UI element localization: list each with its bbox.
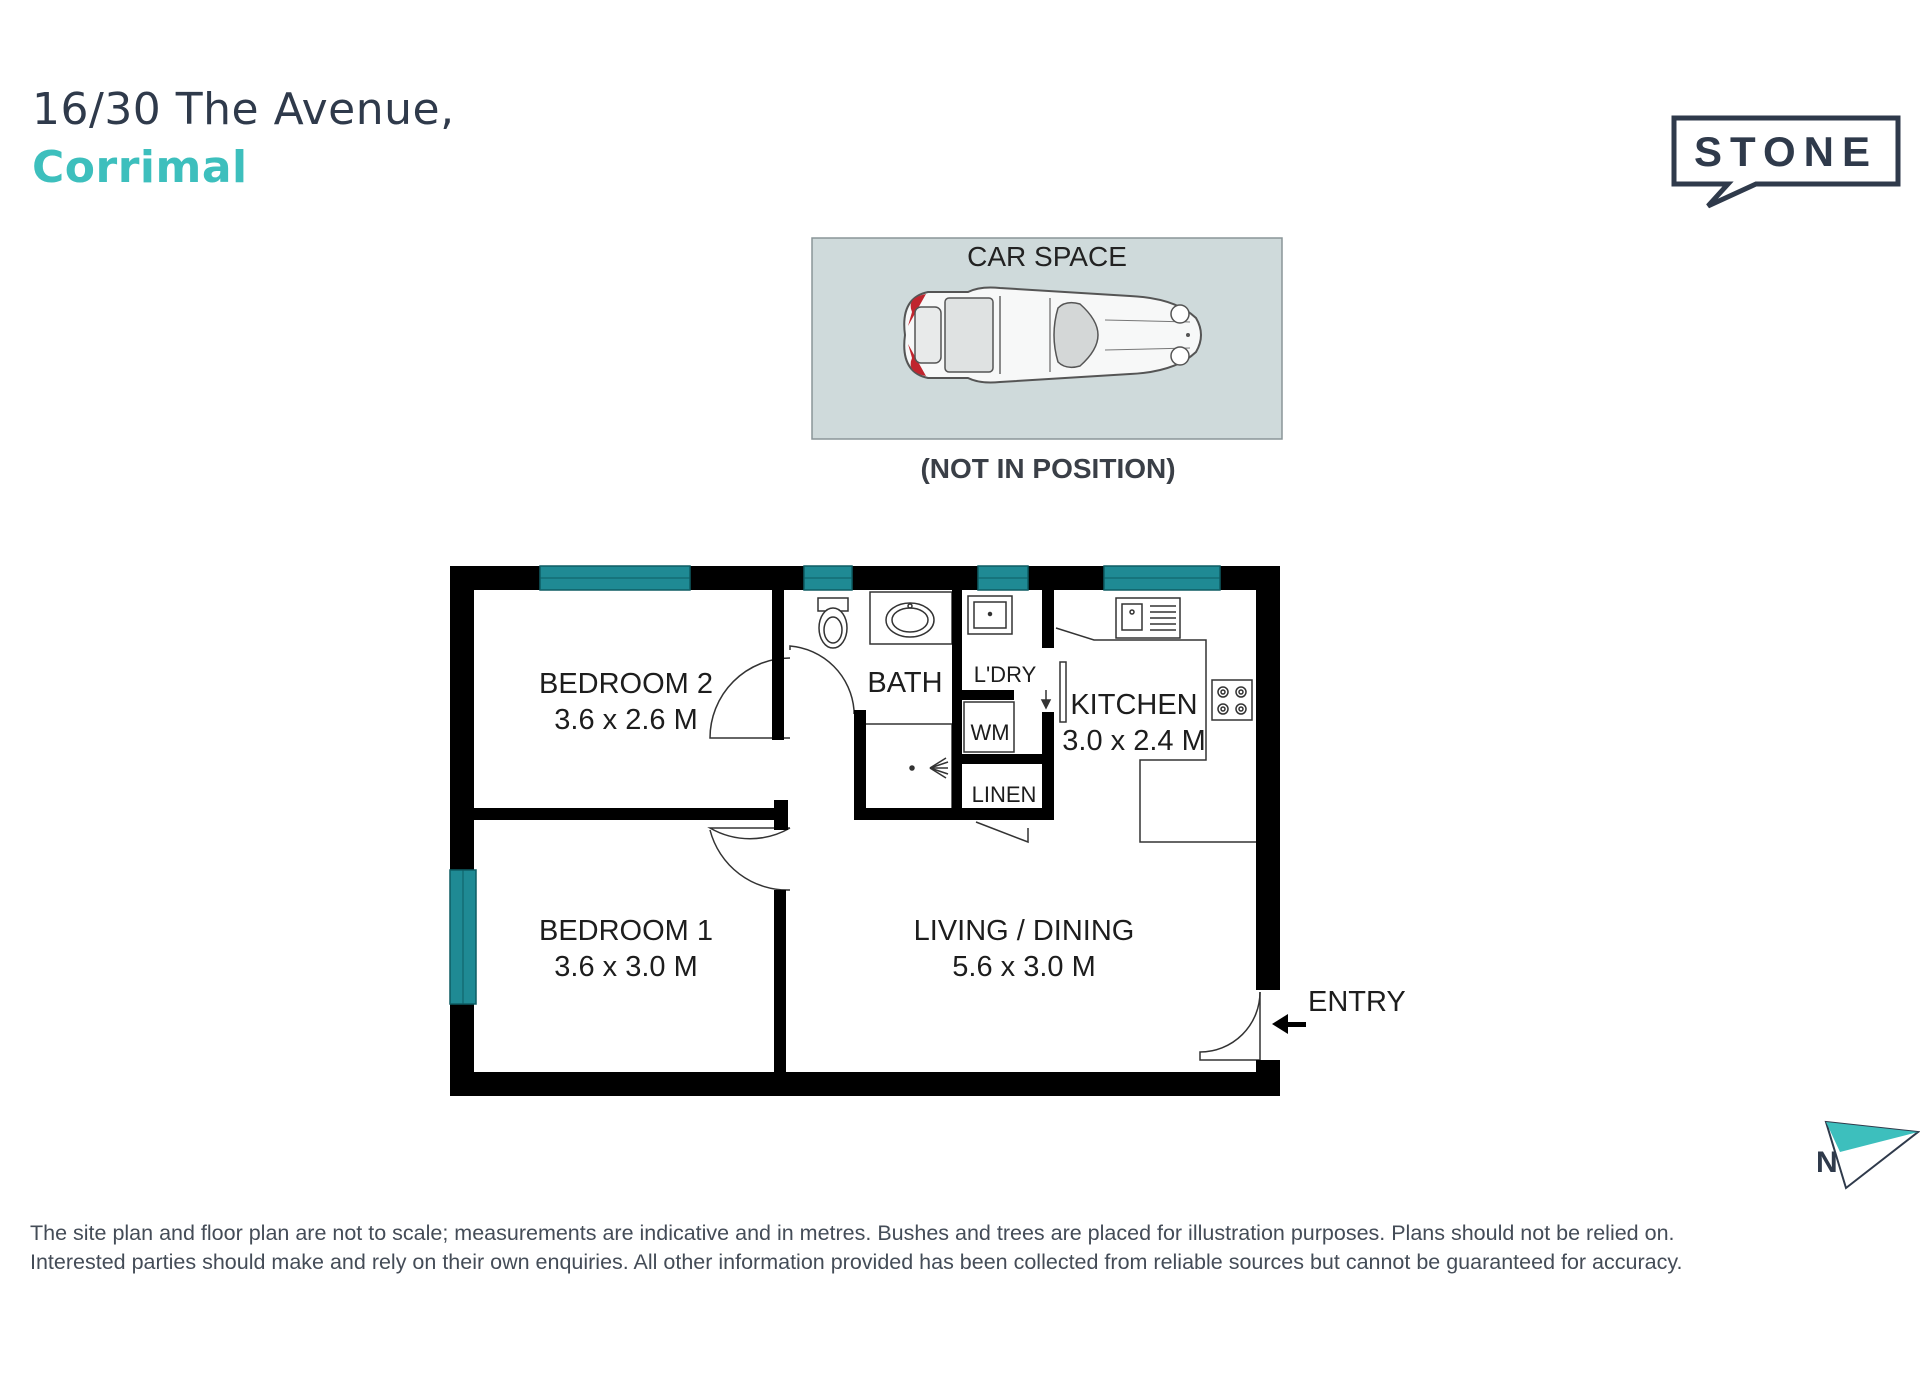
car-space [812,238,1282,439]
cooktop-icon [1212,680,1252,720]
bedroom2-label: BEDROOM 2 [538,668,714,700]
laundry-tub-icon [968,596,1012,634]
wall-bottom [450,1072,1280,1096]
wall-bath-bottom [854,808,1054,820]
wm-label: WM [970,720,1010,745]
laundry-arrow-head [1042,700,1050,708]
bedroom1-label: BEDROOM 1 [538,915,714,947]
bedroom2-size: 3.6 x 2.6 M [554,704,698,736]
linen-door [976,822,1028,842]
laundry-slider-door [1060,662,1066,722]
address-suburb: Corrimal [32,142,248,193]
entry-arrow-icon [1272,1014,1306,1034]
entry-door-swing [1200,992,1260,1060]
bath-door-swing [790,646,854,714]
wall-bed1-right [774,890,786,1072]
laundry-label: L'DRY [973,662,1037,687]
kitchen-label: KITCHEN [1070,689,1198,721]
disclaimer-line-2: Interested parties should make and rely on their own enquiries. All other information provided has been collected from reliable sources but cannot be guaranteed for accuracy. [30,1250,1683,1274]
entry-label: ENTRY [1308,986,1406,1018]
disclaimer-line-1: The site plan and floor plan are not to scale; measurements are indicative and in metres. Bushes and trees are placed for illustration purposes. Plans should not be relied on. [30,1221,1675,1245]
wall-linen-top [962,754,1054,764]
bedroom1-size: 3.6 x 3.0 M [554,951,698,983]
walls [450,566,1280,1096]
address-street: 16/30 The Avenue, [32,84,455,135]
wall-bed2-right-upper [772,590,784,740]
wall-right-lower [1256,1060,1280,1096]
living-label: LIVING / DINING [913,915,1135,947]
wall-bath-left [854,710,866,818]
wall-bedrooms [474,808,774,820]
north-arrow-icon [1816,1122,1918,1188]
logo-text: STONE [1694,128,1878,175]
disclaimer [30,1219,1900,1277]
north-label: N [1816,1146,1838,1179]
wall-laundry-right-lower [1042,712,1054,820]
bath-label: BATH [867,667,943,699]
car-icon [904,288,1201,383]
wall-laundry-shelf [962,690,1014,700]
shower-icon [866,724,952,808]
car-space-note: (NOT IN POSITION) [920,453,1176,484]
living-size: 5.6 x 3.0 M [952,951,1096,983]
wall-hall-stub [774,800,788,830]
basin-icon [870,592,952,644]
toilet-icon [818,598,848,648]
wall-left [450,566,474,1096]
car-space-label: CAR SPACE [967,241,1127,272]
linen-label: LINEN [971,782,1037,807]
wall-right-upper [1256,566,1280,990]
kitchen-sink-icon [1116,598,1180,638]
wall-bath-right [952,590,962,808]
kitchen-size: 3.0 x 2.4 M [1062,725,1206,757]
wall-laundry-right-upper [1042,590,1054,648]
